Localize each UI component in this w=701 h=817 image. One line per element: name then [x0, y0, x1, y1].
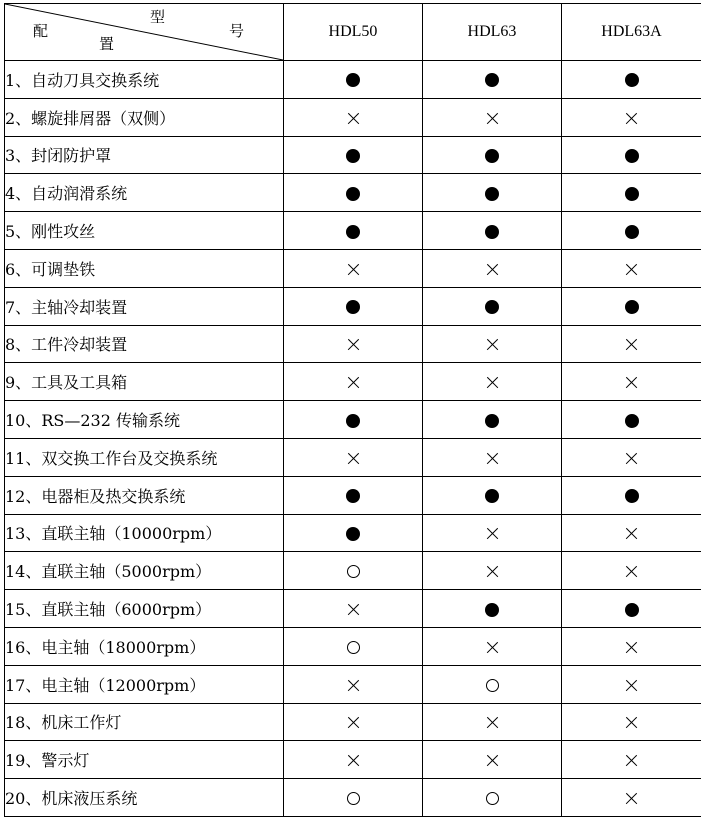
- header-model-char-2: 号: [229, 24, 244, 39]
- availability-cell: [284, 703, 423, 741]
- cross-icon: [625, 641, 638, 654]
- table-row: [5, 665, 701, 703]
- availability-cell: [284, 249, 423, 287]
- cross-icon: [486, 565, 499, 578]
- availability-cell: [423, 514, 562, 552]
- availability-cell: [562, 703, 701, 741]
- configuration-table: [4, 3, 701, 817]
- table-row: [5, 627, 701, 665]
- filled-circle-icon: [485, 489, 499, 503]
- availability-cell: [423, 174, 562, 212]
- table-row: [5, 703, 701, 741]
- availability-cell: [284, 61, 423, 99]
- feature-label: 7、主轴冷却装置: [5, 287, 284, 325]
- filled-circle-icon: [625, 187, 639, 201]
- availability-cell: [423, 61, 562, 99]
- availability-cell: [562, 98, 701, 136]
- cross-icon: [486, 641, 499, 654]
- filled-circle-icon: [485, 187, 499, 201]
- feature-label: 15、直联主轴（6000rpm）: [5, 590, 284, 628]
- cross-icon: [625, 376, 638, 389]
- feature-label: 8、工件冷却装置: [5, 325, 284, 363]
- header-config-char-2: 置: [99, 37, 114, 52]
- header-config-char-1: 配: [33, 24, 48, 39]
- open-circle-icon: [347, 641, 360, 654]
- open-circle-icon: [347, 565, 360, 578]
- open-circle-icon: [486, 679, 499, 692]
- cross-icon: [625, 338, 638, 351]
- availability-cell: [284, 287, 423, 325]
- cross-icon: [347, 263, 360, 276]
- filled-circle-icon: [485, 149, 499, 163]
- filled-circle-icon: [625, 149, 639, 163]
- feature-label: 19、警示灯: [5, 741, 284, 779]
- filled-circle-icon: [625, 225, 639, 239]
- table-row: [5, 590, 701, 628]
- cross-icon: [486, 754, 499, 767]
- filled-circle-icon: [346, 73, 360, 87]
- availability-cell: [284, 552, 423, 590]
- availability-cell: [423, 325, 562, 363]
- availability-cell: [562, 363, 701, 401]
- cross-icon: [347, 716, 360, 729]
- open-circle-icon: [486, 792, 499, 805]
- cross-icon: [347, 679, 360, 692]
- availability-cell: [284, 741, 423, 779]
- availability-cell: [284, 212, 423, 250]
- availability-cell: [423, 476, 562, 514]
- availability-cell: [562, 212, 701, 250]
- feature-label: 16、电主轴（18000rpm）: [5, 627, 284, 665]
- table-row: [5, 779, 701, 817]
- cross-icon: [625, 565, 638, 578]
- open-circle-icon: [347, 792, 360, 805]
- availability-cell: [284, 627, 423, 665]
- filled-circle-icon: [346, 187, 360, 201]
- header-row: [5, 4, 701, 61]
- cross-icon: [347, 603, 360, 616]
- filled-circle-icon: [485, 300, 499, 314]
- feature-label: 18、机床工作灯: [5, 703, 284, 741]
- table-row: [5, 401, 701, 439]
- feature-label: 20、机床液压系统: [5, 779, 284, 817]
- table-row: [5, 287, 701, 325]
- availability-cell: [423, 779, 562, 817]
- filled-circle-icon: [485, 225, 499, 239]
- cross-icon: [625, 527, 638, 540]
- feature-label: 14、直联主轴（5000rpm）: [5, 552, 284, 590]
- availability-cell: [423, 627, 562, 665]
- filled-circle-icon: [625, 489, 639, 503]
- cross-icon: [625, 452, 638, 465]
- availability-cell: [562, 514, 701, 552]
- feature-label: 11、双交换工作台及交换系统: [5, 438, 284, 476]
- feature-label: 13、直联主轴（10000rpm）: [5, 514, 284, 552]
- availability-cell: [423, 741, 562, 779]
- availability-cell: [562, 401, 701, 439]
- availability-cell: [423, 212, 562, 250]
- availability-cell: [284, 438, 423, 476]
- cross-icon: [486, 112, 499, 125]
- availability-cell: [562, 627, 701, 665]
- feature-label: 9、工具及工具箱: [5, 363, 284, 401]
- table-row: [5, 514, 701, 552]
- availability-cell: [562, 325, 701, 363]
- table-row: [5, 249, 701, 287]
- availability-cell: [562, 665, 701, 703]
- model-header-hdl63: HDL63: [423, 4, 562, 61]
- availability-cell: [423, 665, 562, 703]
- cross-icon: [486, 376, 499, 389]
- availability-cell: [284, 401, 423, 439]
- availability-cell: [423, 249, 562, 287]
- cross-icon: [486, 263, 499, 276]
- filled-circle-icon: [346, 149, 360, 163]
- availability-cell: [423, 552, 562, 590]
- cross-icon: [347, 754, 360, 767]
- availability-cell: [423, 401, 562, 439]
- availability-cell: [562, 590, 701, 628]
- filled-circle-icon: [346, 225, 360, 239]
- availability-cell: [423, 98, 562, 136]
- availability-cell: [562, 174, 701, 212]
- availability-cell: [562, 438, 701, 476]
- availability-cell: [284, 325, 423, 363]
- availability-cell: [423, 287, 562, 325]
- table-row: [5, 476, 701, 514]
- table-row: [5, 98, 701, 136]
- model-header-hdl50: HDL50: [284, 4, 423, 61]
- filled-circle-icon: [485, 414, 499, 428]
- table-row: [5, 136, 701, 174]
- cross-icon: [625, 263, 638, 276]
- feature-label: 5、刚性攻丝: [5, 212, 284, 250]
- availability-cell: [284, 514, 423, 552]
- table-row: [5, 174, 701, 212]
- cross-icon: [486, 338, 499, 351]
- availability-cell: [284, 363, 423, 401]
- header-model-char-1: 型: [150, 10, 165, 25]
- filled-circle-icon: [346, 300, 360, 314]
- availability-cell: [284, 174, 423, 212]
- table-row: [5, 438, 701, 476]
- table-row: [5, 363, 701, 401]
- filled-circle-icon: [625, 414, 639, 428]
- availability-cell: [284, 779, 423, 817]
- filled-circle-icon: [346, 489, 360, 503]
- cross-icon: [347, 112, 360, 125]
- cross-icon: [486, 716, 499, 729]
- availability-cell: [562, 741, 701, 779]
- availability-cell: [562, 136, 701, 174]
- filled-circle-icon: [346, 527, 360, 541]
- cross-icon: [347, 376, 360, 389]
- availability-cell: [562, 779, 701, 817]
- availability-cell: [284, 590, 423, 628]
- table-row: [5, 325, 701, 363]
- table-row: [5, 61, 701, 99]
- feature-label: 12、电器柜及热交换系统: [5, 476, 284, 514]
- availability-cell: [284, 476, 423, 514]
- cross-icon: [486, 527, 499, 540]
- table-row: [5, 212, 701, 250]
- filled-circle-icon: [485, 73, 499, 87]
- cross-icon: [625, 679, 638, 692]
- availability-cell: [284, 136, 423, 174]
- cross-icon: [486, 452, 499, 465]
- availability-cell: [562, 552, 701, 590]
- cross-icon: [347, 452, 360, 465]
- feature-label: 6、可调垫铁: [5, 249, 284, 287]
- availability-cell: [423, 438, 562, 476]
- filled-circle-icon: [625, 300, 639, 314]
- availability-cell: [423, 590, 562, 628]
- feature-label: 17、电主轴（12000rpm）: [5, 665, 284, 703]
- availability-cell: [562, 61, 701, 99]
- availability-cell: [562, 476, 701, 514]
- availability-cell: [423, 136, 562, 174]
- cross-icon: [625, 754, 638, 767]
- filled-circle-icon: [625, 603, 639, 617]
- availability-cell: [284, 98, 423, 136]
- table-row: [5, 741, 701, 779]
- cross-icon: [347, 338, 360, 351]
- model-header-hdl63a: HDL63A: [562, 4, 701, 61]
- cross-icon: [625, 112, 638, 125]
- availability-cell: [423, 703, 562, 741]
- feature-label: 2、螺旋排屑器（双侧）: [5, 98, 284, 136]
- feature-label: 3、封闭防护罩: [5, 136, 284, 174]
- availability-cell: [423, 363, 562, 401]
- filled-circle-icon: [485, 603, 499, 617]
- cross-icon: [625, 792, 638, 805]
- filled-circle-icon: [625, 73, 639, 87]
- feature-label: 10、RS—232 传输系统: [5, 401, 284, 439]
- diagonal-header-cell: [5, 4, 284, 61]
- feature-label: 4、自动润滑系统: [5, 174, 284, 212]
- availability-cell: [562, 287, 701, 325]
- filled-circle-icon: [346, 414, 360, 428]
- availability-cell: [284, 665, 423, 703]
- table-body: [5, 61, 701, 817]
- cross-icon: [625, 716, 638, 729]
- table-row: [5, 552, 701, 590]
- feature-label: 1、自动刀具交换系统: [5, 61, 284, 99]
- availability-cell: [562, 249, 701, 287]
